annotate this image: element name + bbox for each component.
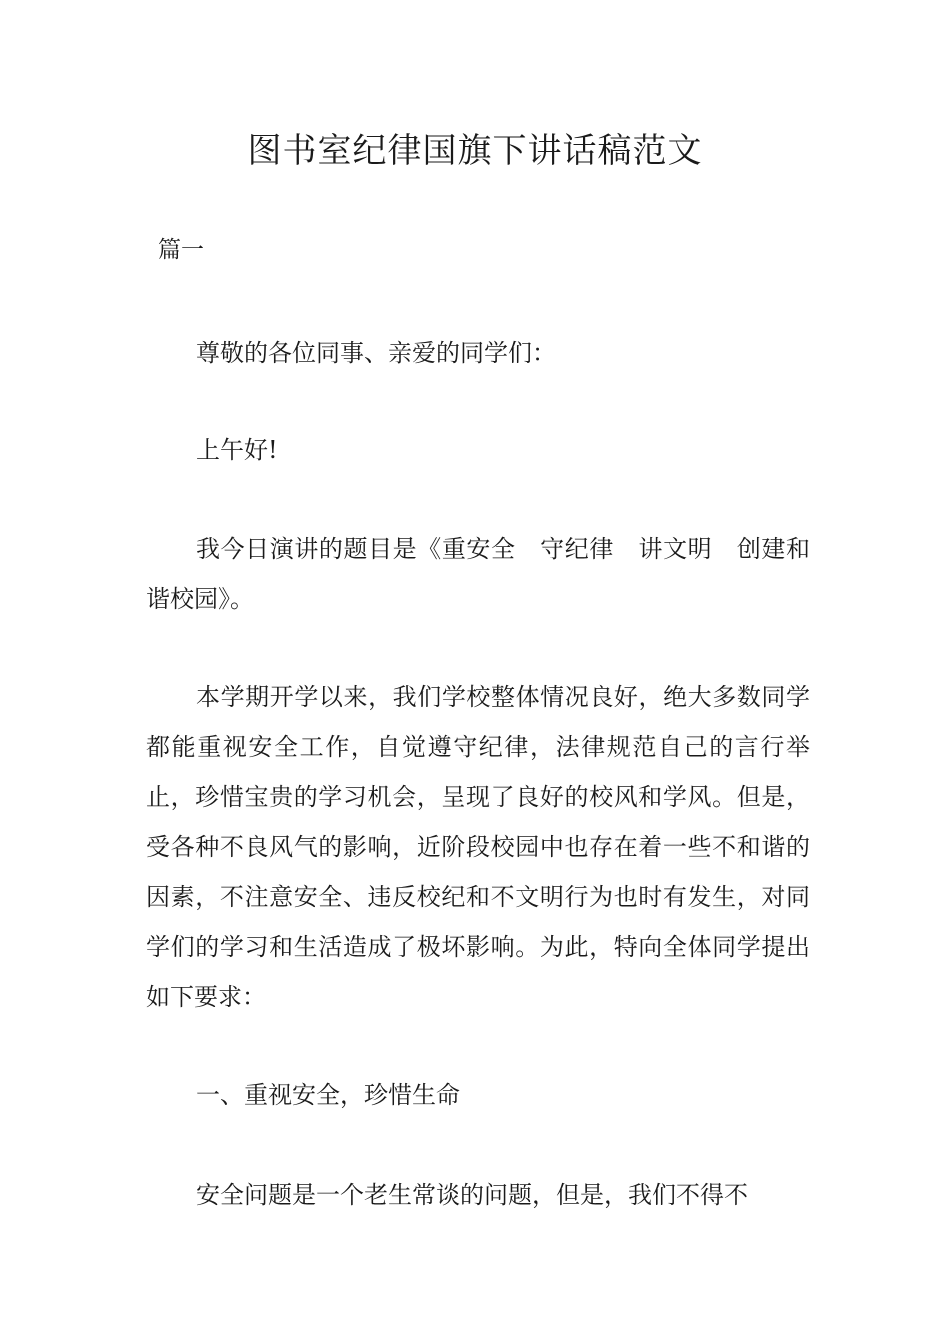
paragraph-topic: 我今日演讲的题目是《重安全 守纪律 讲文明 创建和谐校园》。 [146,535,810,613]
section-label: 篇一 [158,237,204,263]
paragraph-body-1: 安全问题是一个老生常谈的问题，但是，我们不得不 [196,1181,748,1209]
paragraph-morning: 上午好! [196,436,278,464]
section-heading-1: 一、重视安全，珍惜生命 [196,1081,460,1109]
document-title: 图书室纪律国旗下讲话稿范文 [247,131,703,171]
paragraph-intro: 本学期开学以来，我们学校整体情况良好，绝大多数同学都能重视安全工作，自觉遵守纪律，法律规范自己的言行举止，珍惜宝贵的学习机会，呈现了良好的校风和学风。但是，受各种不良风气的影响，近阶段校园中也存在着一些不和谐的因素，不注意安全、违反校纪和不文明行为也时有发生，对同学们的学习和生活造成了极坏影响。为此，特向全体同学提出如下要求： [146,683,810,1011]
paragraph-greeting: 尊敬的各位同事、亲爱的同学们： [196,339,556,367]
